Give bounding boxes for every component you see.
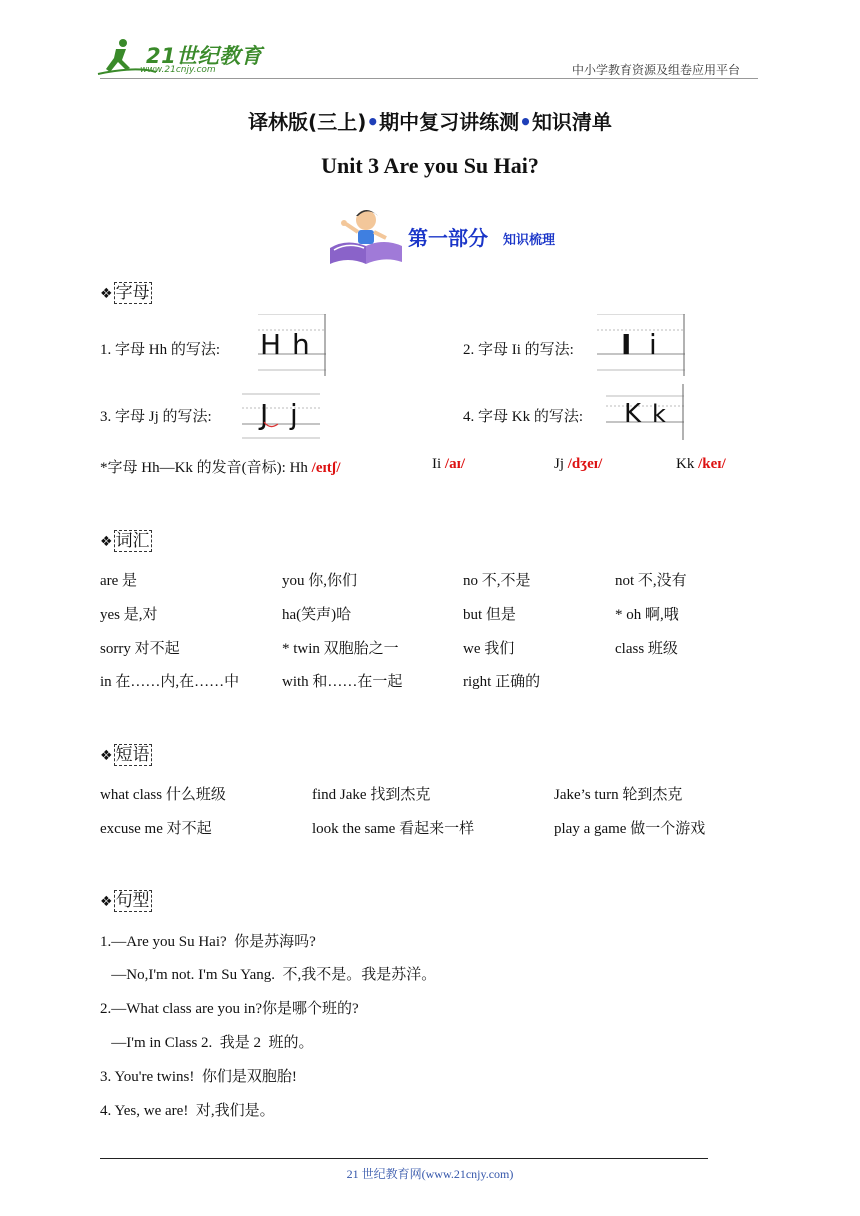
boy-reading-book-icon (326, 204, 406, 266)
pron-letter-ii: Ii (432, 456, 445, 472)
sentence-line: 2.—What class are you in?你是哪个班的? (100, 1001, 359, 1017)
footer-text[interactable]: 21 世纪教育网(www.21cnjy.com) (346, 1167, 514, 1181)
vocab-item: not 不,没有 (615, 573, 687, 589)
ipa-kk: /keɪ/ (698, 456, 726, 472)
vocab-item: with 和……在一起 (282, 674, 403, 690)
section-heading-text: 词汇 (115, 531, 150, 551)
logo-url: www.21cnjy.com (140, 65, 216, 75)
letter-hh-writing (240, 314, 326, 376)
vocab-item: * oh 啊,哦 (615, 607, 679, 623)
title-part-c: 知识清单 (531, 110, 612, 134)
letter-i-lower: i (649, 328, 657, 361)
letter-k-upper: K (624, 399, 642, 429)
diamond-bullet-icon: ❖ (100, 894, 113, 910)
letter-label-kk: 4. 字母 Kk 的写法: (463, 409, 584, 425)
letter-h-upper: H (260, 328, 282, 361)
phrase-item: look the same 看起来一样 (312, 821, 475, 837)
logo-text: 21世纪教育 (146, 44, 263, 68)
letter-i-upper: I (621, 328, 632, 361)
title-part-a: 译林版(三上) (248, 110, 367, 134)
vocab-item: we 我们 (463, 641, 515, 657)
pronunciation-kk (676, 456, 726, 473)
diamond-bullet-icon: ❖ (100, 286, 113, 302)
letter-label-ii: 2. 字母 Ii 的写法: (463, 342, 574, 358)
letter-jj-writing (242, 386, 320, 442)
ipa-ii: /aɪ/ (444, 456, 466, 472)
pronunciation-jj (554, 456, 602, 473)
phrase-item: what class 什么班级 (100, 787, 226, 803)
unit-title: Unit 3 Are you Su Hai? (321, 153, 539, 178)
section-heading-letters (100, 278, 152, 303)
sentence-line: 4. Yes, we are! 对,我们是。 (100, 1103, 275, 1119)
section-heading-text: 短语 (115, 745, 150, 765)
platform-name: 中小学教育资源及组卷应用平台 (572, 63, 741, 77)
pron-letter-kk: Kk (676, 456, 699, 472)
sentence-line: 3. You're twins! 你们是双胞胎! (100, 1069, 297, 1085)
phrase-item: Jake’s turn 轮到杰克 (554, 787, 683, 803)
diamond-bullet-icon: ❖ (100, 748, 113, 764)
section-heading-vocab (100, 526, 152, 551)
vocab-item: in 在……内,在……中 (100, 674, 240, 690)
vocab-item: are 是 (100, 573, 138, 589)
ipa-hh: /eɪtʃ/ (311, 460, 341, 476)
pron-letter-jj: Jj (554, 456, 568, 472)
letter-j-lower: j (290, 398, 298, 431)
pronunciation-line (100, 456, 341, 477)
diamond-bullet-icon: ❖ (100, 534, 113, 550)
vocab-item: yes 是,对 (100, 607, 158, 623)
section-heading-text: 字母 (115, 283, 150, 303)
vocab-item: sorry 对不起 (100, 641, 180, 657)
letter-label-jj: 3. 字母 Jj 的写法: (100, 409, 212, 425)
section-heading-text: 句型 (115, 891, 150, 911)
footer-divider (100, 1158, 708, 1159)
vocab-item: * twin 双胞胎之一 (282, 641, 399, 657)
vocab-item: right 正确的 (463, 674, 541, 690)
pronunciation-label: *字母 Hh—Kk 的发音(音标): Hh (100, 460, 312, 476)
part-title: 第一部分 (408, 226, 488, 250)
vocab-item: no 不,不是 (463, 573, 531, 589)
title-dot: • (366, 110, 380, 134)
phrase-item: find Jake 找到杰克 (312, 787, 431, 803)
vocab-item: but 但是 (463, 607, 516, 623)
letter-kk-writing (606, 384, 684, 440)
sentence-line: —I'm in Class 2. 我是 2 班的。 (100, 1035, 314, 1051)
letter-h-lower: h (292, 328, 310, 361)
section-heading-phrases (100, 740, 152, 765)
section-heading-sentences (100, 886, 152, 911)
sentence-line: 1.—Are you Su Hai? 你是苏海吗? (100, 934, 316, 950)
sentence-line: —No,I'm not. I'm Su Yang. 不,我不是。我是苏洋。 (100, 967, 437, 983)
vocab-item: ha(笑声)哈 (282, 607, 352, 623)
phrase-item: play a game 做一个游戏 (554, 821, 706, 837)
letter-j-upper: J (260, 398, 269, 431)
letter-ii-writing (597, 314, 685, 376)
title-part-b: 期中复习讲练测 (379, 110, 520, 134)
letter-k-lower: k (652, 400, 666, 428)
phrase-item: excuse me 对不起 (100, 821, 212, 837)
vocab-item: class 班级 (615, 641, 678, 657)
vocab-item: you 你,你们 (282, 573, 358, 589)
title-dot: • (519, 110, 532, 134)
header-divider (100, 78, 758, 79)
part-subtitle: 知识梳理 (503, 233, 556, 248)
document-title (0, 106, 860, 135)
ipa-jj: /dʒeɪ/ (567, 456, 603, 472)
pronunciation-ii (432, 456, 465, 473)
letter-label-hh: 1. 字母 Hh 的写法: (100, 342, 221, 358)
